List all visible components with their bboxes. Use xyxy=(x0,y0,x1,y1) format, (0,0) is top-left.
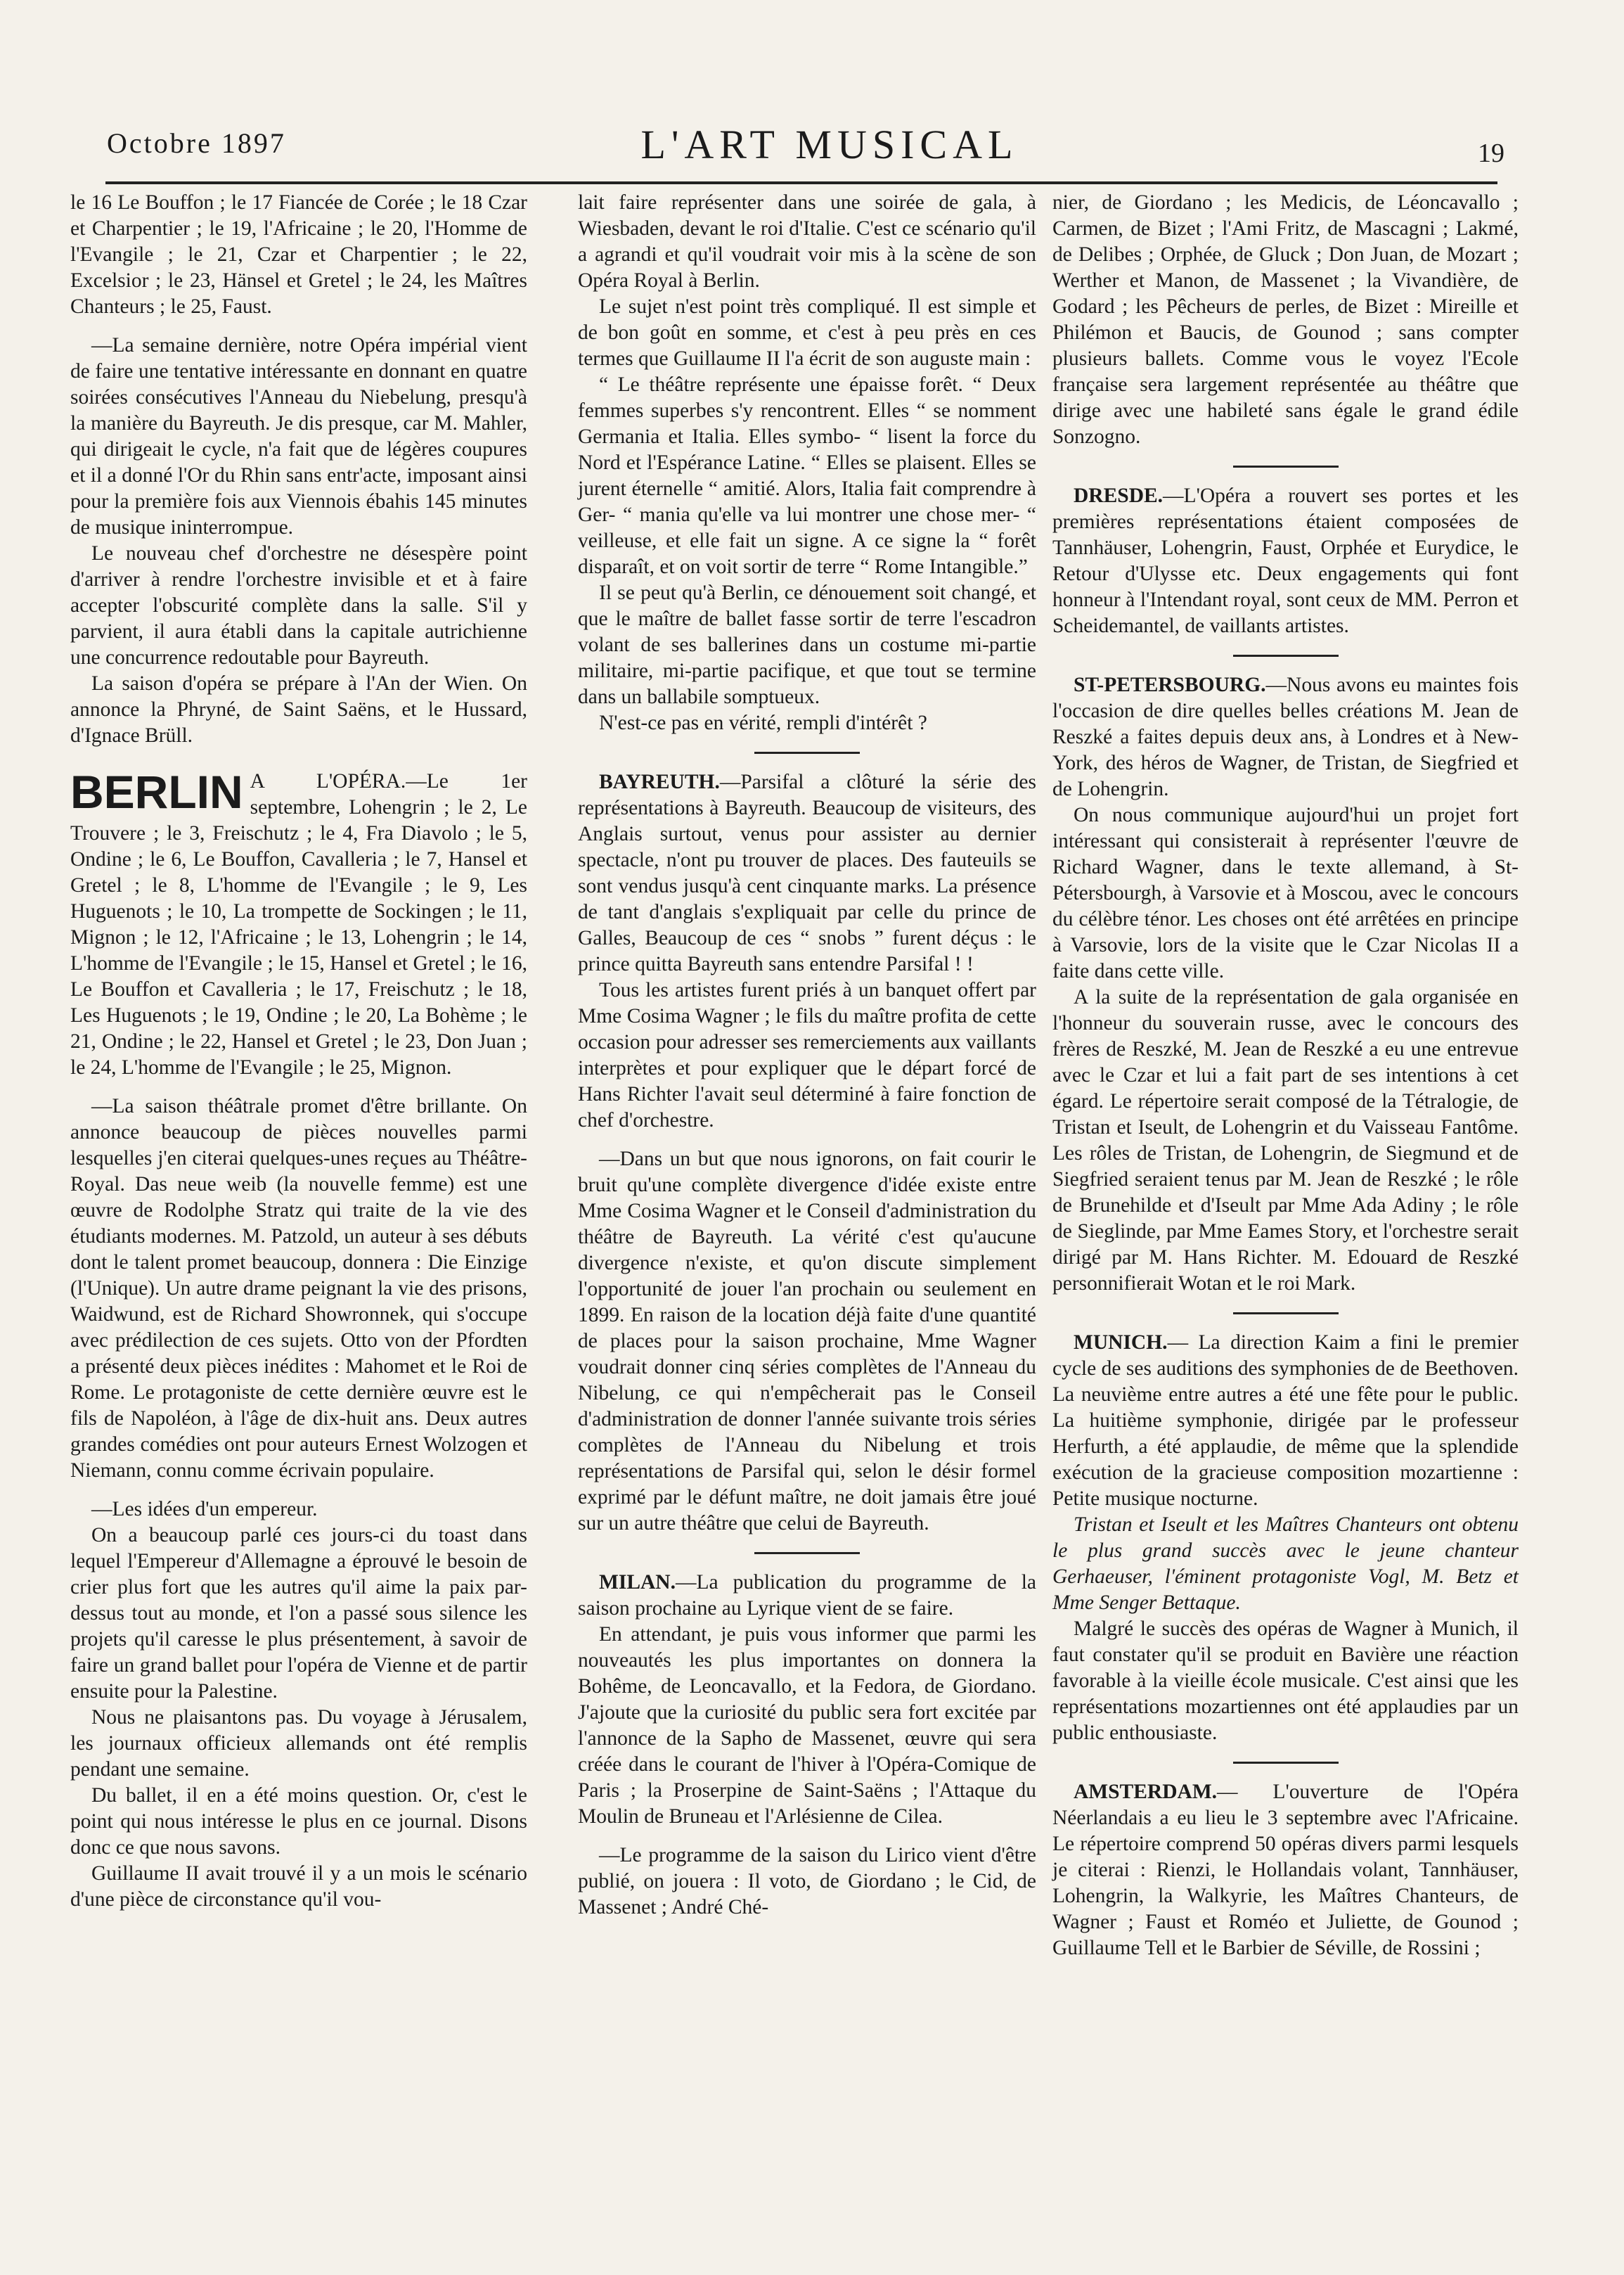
paragraph: Tristan et Iseult et les Maîtres Chanteurs ont obtenu le plus grand succès avec le jeune chanteur Gerhaeuser, l'éminent protagoniste Vogl, M. Betz et Mme Senger Bettaque. xyxy=(1052,1513,1519,1614)
section-divider xyxy=(1233,466,1339,468)
section-heading-bayreuth: BAYREUTH. xyxy=(599,771,720,793)
section-heading-st-petersbourg: ST-PETERSBOURG. xyxy=(1074,674,1266,696)
page-number: 19 xyxy=(1478,139,1504,168)
paragraph: —Dans un but que nous ignorons, on fait courir le bruit qu'une complète divergence d'idée existe entre Mme Cosima Wagner et le Conseil d'administration du théâtre de Bayreuth. La vérité c'est qu'aucune divergence n'existe, et qu'on discute simplement l'opportunité de jouer l'an prochain ou seulement en 1899. En raison de la location déjà faite d'une quantité de places pour la saison prochaine, Mme Wagner voudrait donner cinq séries complètes de l'Anneau du Nibelung, ce qui n'empêcherait pas le Conseil d'administration de donner l'année suivante trois séries complètes de l'Anneau du Nibelung et trois représentations de Parsifal qui, selon le désir formel exprimé par le défunt maître, ne doit jamais être joué sur un autre théâtre que celui de Bayreuth. xyxy=(578,1148,1036,1534)
section-text: — La direction Kaim a fini le premier cycle de ses auditions des symphonies de de Beethoven. La neuvième entre autres a été une fête pour le public. La huitième symphonie, dirigée par le professeur Herfurth, a été applaudie, de même que la splendide exécution de la gracieuse composition mozartienne : Petite musique nocturne. xyxy=(1052,1331,1519,1510)
munich-section xyxy=(1052,1330,1519,1512)
section-heading-berlin: BERLIN xyxy=(70,766,243,818)
paragraph: A la suite de la représentation de gala organisée en l'honneur du souverain russe, avec le concours des frères de Reszké, M. Jean de Reszké a eu une entrevue avec le Czar et lui a fait part de ses intentions à cet égard. Le répertoire serait composé de la Tétralogie, de Tristan et Iseult, de Lohengrin et du Vaisseau Fantôme. Les rôles de Tristan, de Lohengrin, de Siegmund et de Siegfried seraient tenus par M. Jean de Reszké ; le rôle de Brunehilde et d'Iseult par Mme Ada Adiny ; le rôle de Sieglinde, par Mme Eames Story, et l'orchestre serait dirigé par M. Hans Richter. M. Edouard de Reszké personnifierait Wotan et le roi Mark. xyxy=(1052,986,1519,1295)
paragraph: On a beaucoup parlé ces jours-ci du toast dans lequel l'Empereur d'Allemagne a éprouvé le besoin de crier plus fort que les autres qu'il aime la paix par-dessus tout au monde, et l'on a passé sous silence les projets qu'il caresse le plus présentement, à savoir de faire un grand ballet pour l'opéra de Vienne et de partir ensuite pour la Palestine. xyxy=(70,1524,527,1703)
journal-title: L'ART MUSICAL xyxy=(640,122,1019,167)
paragraph: Tous les artistes furent priés à un banquet offert par Mme Cosima Wagner ; le fils du maître profita de cette occasion pour adresser ses remerciements aux vaillants interprètes et pour expliquer que le départ forcé de Hans Richter l'avait seul déterminé à faire fonction de chef d'orchestre. xyxy=(578,979,1036,1132)
bayreuth-section xyxy=(578,769,1036,978)
section-text: —Parsifal a clôturé la série des représentations à Bayreuth. Beaucoup de visiteurs, des Anglais surtout, venus pour assister au dernier spectacle, n'ont pu trouver de places. Des fauteuils se sont vendus jusqu'à cent cinquante marks. La présence de tant d'anglais s'expliquait par celle du prince de Galles, Beaucoup de ces “ snobs ” furent déçus : le prince quitta Bayreuth sans entendre Parsifal ! ! xyxy=(578,771,1036,975)
dresde-section xyxy=(1052,483,1519,639)
paragraph: En attendant, je puis vous informer que parmi les nouveautés les plus importantes on donnera la Bohême, de Leoncavallo, et la Fedora, de Giordano. J'ajoute que la curiosité du public sera fort excitée par l'annonce de la Sapho de Massenet, œuvre qui sera créée dans le courant de l'hiver à l'Opéra-Comique de Paris ; la Proserpine de Saint-Saëns ; l'Attaque du Moulin de Bruneau et l'Arlésienne de Cilea. xyxy=(578,1623,1036,1828)
section-text: A L'OPÉRA.—Le 1er septembre, Lohengrin ; le 2, Le Trouvere ; le 3, Freischutz ; le 4, Fra Diavolo ; le 5, Ondine ; le 6, Le Bouffon, Cavalleria ; le 7, Hansel et Gretel ; le 8, L'homme de l'Evangile ; le 9, Les Huguenots ; le 10, La trompette de Sockingen ; le 11, Mignon ; le 12, l'Africaine ; le 13, Lohengrin ; le 14, L'homme de l'Evangile ; le 15, Hansel et Gretel ; le 16, Le Bouffon et Cavalleria ; le 17, Freischutz ; le 18, Les Huguenots ; le 19, Ondine ; le 20, La Bohème ; le 21, Ondine ; le 22, Hansel et Gretel ; le 23, Don Juan ; le 24, L'homme de l'Evangile ; le 25, Mignon. xyxy=(70,770,527,1079)
paragraph: —La saison théâtrale promet d'être brillante. On annonce beaucoup de pièces nouvelles parmi lesquelles j'en citerai quelques-unes reçues au Théâtre-Royal. Das neue weib (la nouvelle femme) est une œuvre de Rodolphe Stratz qui traite de la vie des étudiants modernes. M. Patzold, un auteur à ses débuts dont le talent promet beaucoup, donnera : Die Einzige (l'Unique). Un autre drame peignant la vie des prisons, Waidwund, est de Richard Showronnek, qui s'occupe avec prédilection de ces sujets. Otto von der Pfordten a présenté deux pièces inédites : Mahomet et le Roi de Rome. Le protagoniste de cette dernière œuvre est le fils de Napoléon, à l'âge de dix-huit ans. Deux autres grandes comédies ont pour auteurs Ernest Wolzogen et Niemann, connu comme écrivain populaire. xyxy=(70,1095,527,1482)
paragraph: Le sujet n'est point très compliqué. Il est simple et de bon goût en somme, et c'est à peu près en ces termes que Guillaume II l'a écrit de son auguste main : xyxy=(578,295,1036,370)
column-1 xyxy=(70,190,527,1913)
paragraph: Guillaume II avait trouvé il y a un mois le scénario d'une pièce de circonstance qu'il vou- xyxy=(70,1862,527,1911)
paragraph: nier, de Giordano ; les Medicis, de Léoncavallo ; Carmen, de Bizet ; l'Ami Fritz, de Mascagni ; Lakmé, de Delibes ; Orphée, de Gluck ; Don Juan, de Mozart ; Werther et Manon, de Massenet ; la Vivandière, de Godard ; les Pêcheurs de perles, de Bizet : Mireille et Philémon et Baucis, de Gounod ; sans compter plusieurs ballets. Comme vous le voyez l'Ecole française sera largement représentée au théâtre que dirige avec une habileté sans égale le grand édile Sonzogno. xyxy=(1052,191,1519,448)
paragraph: Malgré le succès des opéras de Wagner à Munich, il faut constater qu'il se produit en Bavière une réaction favorable à la vieille école musicale. C'est ainsi que les représentations mozartiennes ont été applaudies par un public enthousiaste. xyxy=(1052,1617,1519,1744)
header-rule xyxy=(105,181,1497,184)
st-petersbourg-section xyxy=(1052,672,1519,802)
column-3 xyxy=(1052,190,1519,1961)
paragraph: Nous ne plaisantons pas. Du voyage à Jérusalem, les journaux officieux allemands ont été remplis pendant une semaine. xyxy=(70,1706,527,1781)
paragraph: Le nouveau chef d'orchestre ne désespère point d'arriver à rendre l'orchestre invisible et et à faire accepter l'obscurité complète dans la salle. S'il y parvient, il aura établi dans la capitale autrichienne une concurrence redoutable pour Bayreuth. xyxy=(70,542,527,669)
milan-section xyxy=(578,1570,1036,1622)
column-2 xyxy=(578,190,1036,1921)
section-divider xyxy=(754,1552,860,1554)
amsterdam-section xyxy=(1052,1779,1519,1961)
paragraph: Il se peut qu'à Berlin, ce dénouement soit changé, et que le maître de ballet fasse sortir de terre l'escadron volant de ses ballerines dans un costume mi-partie militaire, mi-partie pacifique, et que tout se termine dans un ballabile somptueux. xyxy=(578,582,1036,708)
paragraph: Du ballet, il en a été moins question. Or, c'est le point qui nous intéresse le plus en ce journal. Disons donc ce que nous savons. xyxy=(70,1784,527,1859)
paragraph: La saison d'opéra se prépare à l'An der Wien. On annonce la Phryné, de Saint Saëns, et le Hussard, d'Ignace Brüll. xyxy=(70,672,527,747)
issue-date: Octobre 1897 xyxy=(107,127,286,159)
paragraph: le 16 Le Bouffon ; le 17 Fiancée de Corée ; le 18 Czar et Charpentier ; le 19, l'Africaine ; le 20, l'Homme de l'Evangile ; le 21, Czar et Charpentier ; le 22, Excelsior ; le 23, Hänsel et Gretel ; le 24, les Maîtres Chanteurs ; le 25, Faust. xyxy=(70,191,527,318)
paragraph: —La semaine dernière, notre Opéra impérial vient de faire une tentative intéressante en donnant en quatre soirées consécutives l'Anneau du Niebelung, presqu'à la manière du Bayreuth. Je dis presque, car M. Mahler, qui dirigeait le cycle, n'a fait que de légères coupures et il a donné l'Or du Rhin sans entr'acte, imposant ainsi pour la première fois aux Viennois ébahis 145 minutes de musique ininterrompue. xyxy=(70,334,527,539)
section-heading-munich: MUNICH. xyxy=(1074,1331,1168,1354)
section-text: — L'ouverture de l'Opéra Néerlandais a eu lieu le 3 septembre avec l'Africaine. Le répertoire comprend 50 opéras divers parmi lesquels je citerai : Rienzi, le Hollandais volant, Tannhäuser, Lohengrin, la Walkyrie, les Maîtres Chanteurs, de Wagner ; Faust et Roméo et Juliette, de Gounod ; Guillaume Tell et le Barbier de Séville, de Rossini ; xyxy=(1052,1781,1519,1959)
section-divider xyxy=(754,752,860,754)
paragraph: lait faire représenter dans une soirée de gala, à Wiesbaden, devant le roi d'Italie. C'est ce scénario qu'il a agrandi et qu'il voudrait voir mis à la scène de son Opéra Royal à Berlin. xyxy=(578,191,1036,292)
page-header xyxy=(98,118,1504,174)
section-divider xyxy=(1233,655,1339,657)
section-text: —La publication du programme de la saison prochaine au Lyrique vient de se faire. xyxy=(578,1571,1036,1620)
paragraph: On nous communique aujourd'hui un projet fort intéressant qui consisterait à représenter l'œuvre de Richard Wagner, dans le texte allemand, à St-Pétersbourgh, à Varsovie et à Moscou, avec le concours du célèbre ténor. Les choses ont été arrêtées en principe à Varsovie, lors de la visite que le Czar Nicolas II a faite dans cette ville. xyxy=(1052,804,1519,982)
paragraph: —Le programme de la saison du Lirico vient d'être publié, on jouera : Il voto, de Giordano ; le Cid, de Massenet ; André Ché- xyxy=(578,1844,1036,1918)
section-text: —Nous avons eu maintes fois l'occasion de dire quelles belles créations M. Jean de Reszké a faites depuis deux ans, à Londres et à New-York, des héros de Wagner, de Tristan, de Siegfried et de Lohengrin. xyxy=(1052,674,1519,800)
section-heading-milan: MILAN. xyxy=(599,1571,676,1594)
section-heading-dresde: DRESDE. xyxy=(1074,485,1164,507)
quote: “ Le théâtre représente une épaisse forêt. “ Deux femmes superbes s'y rencontrent. Elles “ se nomment Germania et Italia. Elles symbo- “ lisent la force du Nord et l'Espérance Latine. “ Elles se plaisent. Elles se jurent éternelle “ amitié. Alors, Italia fait comprendre à Ger- “ mania qu'elle va lui montrer une chose mer- “ veilleuse, et elle fait un signe. A ce signe la “ forêt disparaît, et on voit sortir de terre “ Rome Intangible.” xyxy=(578,373,1036,578)
section-text: —L'Opéra a rouvert ses portes et les premières représentations étaient composées de Tannhäuser, Lohengrin, Faust, Orphée et Eurydice, le Retour d'Ulysse etc. Deux engagements qui font honneur à l'Intendant royal, sont ceux de MM. Perron et Scheidemantel, de vaillants artistes. xyxy=(1052,485,1519,637)
section-divider xyxy=(1233,1312,1339,1314)
paragraph: —Les idées d'un empereur. xyxy=(91,1498,318,1520)
section-divider xyxy=(1233,1762,1339,1764)
berlin-section xyxy=(70,766,527,1081)
section-heading-amsterdam: AMSTERDAM. xyxy=(1074,1781,1218,1803)
paragraph: N'est-ce pas en vérité, rempli d'intérêt ? xyxy=(599,712,927,734)
